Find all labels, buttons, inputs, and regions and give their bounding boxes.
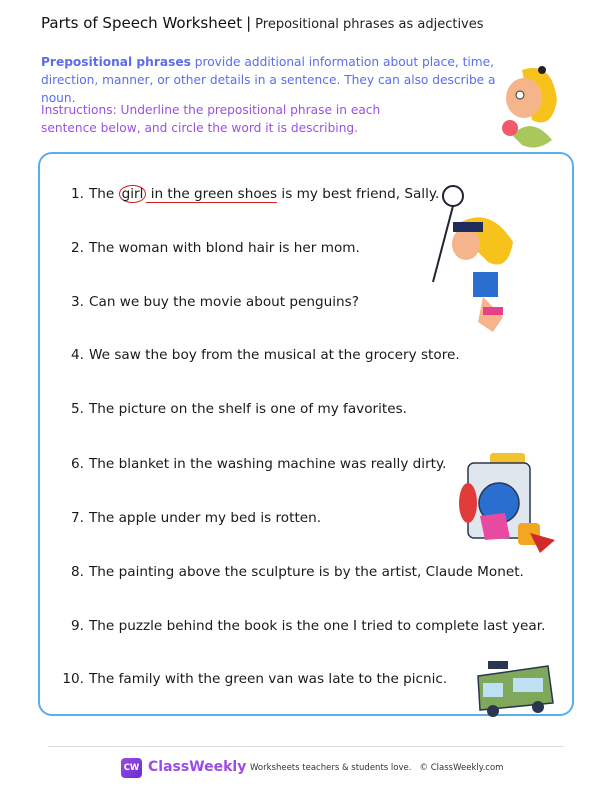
question-text: The woman with blond hair is her mom. [89, 240, 360, 256]
brand-name: ClassWeekly [148, 759, 247, 775]
girl-lacrosse-illustration [428, 182, 523, 337]
girl-airplane-illustration [492, 60, 562, 155]
intro-text [41, 53, 511, 107]
question-text: We saw the boy from the musical at the grocery store. [89, 347, 460, 363]
question-3 [44, 294, 359, 310]
question-number: 2. [71, 240, 84, 256]
question-number: 3. [71, 294, 84, 310]
intro-body: provide additional information about place, time, direction, manner, or other details in a sentence. They can also describe a noun. [41, 55, 496, 105]
question-number: 6. [71, 456, 84, 472]
page-title [41, 14, 484, 32]
circled-word: girl [119, 185, 147, 203]
question-10 [44, 671, 447, 687]
question-4 [44, 347, 460, 363]
question-number: 4. [71, 347, 84, 363]
question-number: 10. [62, 671, 84, 687]
question-text: The puzzle behind the book is the one I tried to complete last year. [89, 618, 546, 634]
example-text-pre: The [89, 186, 119, 202]
instructions [41, 101, 411, 137]
footer-divider [48, 746, 564, 747]
question-number: 8. [71, 564, 84, 580]
question-text: The family with the green van was late to the picnic. [89, 671, 448, 687]
worksheet-subtitle: Prepositional phrases as adjectives [255, 17, 484, 32]
instructions-body: Underline the prepositional phrase in each sentence below, and circle the word it is describing. [41, 103, 381, 135]
question-5 [44, 401, 407, 417]
instructions-label: Instructions: [41, 103, 117, 117]
question-number: 5. [71, 401, 84, 417]
tagline-text: Worksheets teachers & students love. [250, 763, 412, 773]
intro-bold: Prepositional phrases [41, 55, 191, 69]
question-text: The apple under my bed is rotten. [89, 510, 322, 526]
question-6 [44, 456, 446, 472]
classweekly-logo: CW [121, 758, 142, 778]
green-van-illustration [468, 658, 558, 718]
question-number: 9. [71, 618, 84, 634]
question-text: Can we buy the movie about penguins? [89, 294, 359, 310]
title-separator: | [246, 14, 252, 32]
washing-machine-illustration [450, 448, 560, 556]
question-text: The blanket in the washing machine was really dirty. [89, 456, 447, 472]
question-number: 7. [71, 510, 84, 526]
question-9 [44, 618, 545, 634]
question-number: 1. [71, 186, 84, 202]
question-2 [44, 240, 360, 256]
example-text-post: is my best friend, Sally. [277, 186, 440, 202]
worksheet-title: Parts of Speech Worksheet [41, 14, 243, 32]
question-text: The picture on the shelf is one of my favorites. [89, 401, 407, 417]
question-1 [44, 186, 439, 202]
copyright-text: © ClassWeekly.com [419, 763, 504, 773]
question-7 [44, 510, 321, 526]
question-text: The painting above the sculpture is by the artist, Claude Monet. [89, 564, 524, 580]
footer-tagline [250, 763, 503, 773]
question-8 [44, 564, 524, 580]
underlined-phrase: in the green shoes [146, 186, 278, 202]
